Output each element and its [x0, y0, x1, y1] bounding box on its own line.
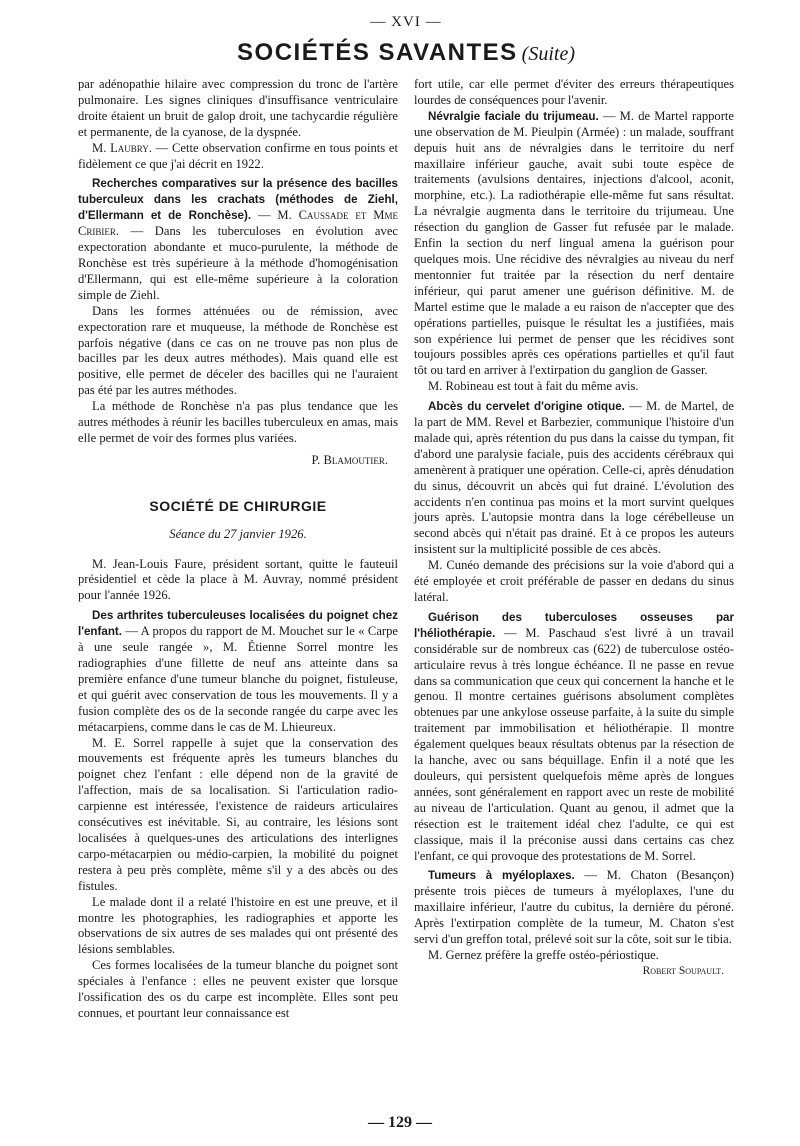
paragraph: M. Cunéo demande des précisions sur la voie d'abord qui a été employée et croit préférable de passer en dedans du sinus latéral. — [414, 558, 734, 604]
page-number: — 129 — — [368, 1114, 432, 1131]
paragraph: Dans les formes atténuées ou de rémission, avec expectoration rare et muqueuse, la méthode de Ronchèse est parfois négative (dans ce cas on ne trouve pas non plus de bacilles par les deux autres méthodes). Mais quand elle est positive, elle permet de déceler des bacilles qui ne l'auraient pas été par les autres méthodes. — [78, 303, 398, 398]
paragraph-text: — M. de Martel rapporte une observation de M. Pieulpin (Armée) : un malade, souffrant depuis huit ans de névralgies dans le territoire du nerf maxillaire inférieur gauche, avait subi toute espèce de traitements (avulsions dentaires, injections d'alcool, aconit, morphine, etc.). La radiothérapie elle-même fut sans résultat. La névralgie augmenta dans le territoire du trijumeau. Une résection du ganglion de Gasser fut refusée par le malade. Enfin la section du nerf lingual amena la guérison pour quelques mois. Une récidive des névralgies au niveau du nerf mentonnier fut traitée par la résection du nerf dentaire inférieur, qui parut amener une guérison définitive. M. de Martel estime que le malade a eu raison de n'accepter que des opérations partielles, puisque le résultat les a justifiées, mais son expérience lui permet de penser que les récidives sont toujours possibles après ces opérations partielles et qu'il faut tôt ou tard en arriver à l'extirpation du ganglion de Gasser. — [414, 108, 734, 378]
paragraph: fort utile, car elle permet d'éviter des erreurs thérapeutiques lourdes de conséquences pour l'avenir. — [414, 77, 734, 107]
paragraph-text: — M. de Martel, de la part de MM. Revel et Barbezier, communique l'histoire d'un malade qui, après rétention du pus dans la caisse du tympan, fit d'abord une paralysie faciale, puis des accidents cérébraux qui amenèrent à pratiquer une opération. Celle-ci, après dénudation du sinus, découvrit un abcès qui fut drainé. L'évolution des accidents n'en continua pas moins et la mort survint quelques jours après. L'autopsie montra dans la loge cérébelleuse un second abcès qui n'était pas drainé. Et à ce propos les auteurs insistent sur la multiplicité possible de ces abcès. — [414, 399, 734, 557]
article-paragraph — [414, 399, 734, 558]
paragraph: M. Robineau est tout à fait du même avis. — [428, 379, 639, 394]
article-paragraph — [78, 176, 398, 303]
header-title: SOCIÉTÉS SAVANTES — [237, 39, 518, 66]
article-title: Abcès du cervelet d'origine otique. — [428, 400, 625, 414]
paragraph: La méthode de Ronchèse n'a pas plus tendance que les autres méthodes à réunir les bacilles tuberculeux en amas, mais elle permet de voir des formes plus variées. — [78, 399, 398, 445]
article-title: Recherches comparatives sur la présence des bacilles tuberculeux dans les crachats (méthodes de Ziehl, d'Ellermann et de Ronchèse). — [78, 177, 398, 223]
section-date: Séance du 27 janvier 1926. — [169, 526, 307, 541]
paragraph: Le malade dont il a relaté l'histoire en est une preuve, et il montre les photographies, les radiographies et apporte les observations de six autres de ses malades qui ont présenté des lésions semblables. — [78, 894, 398, 957]
signature: Robert Soupault. — [642, 964, 724, 977]
running-header — [78, 39, 734, 67]
paragraph — [78, 141, 398, 173]
two-columns — [78, 77, 734, 1022]
left-column — [78, 77, 398, 1022]
paragraph: M. E. Sorrel rappelle à sujet que la conservation des mouvements est fréquente après les tumeurs blanches du poignet chez l'enfant : elle dépend non de la gravité de l'affection, mais de sa localisation. Si l'articulation radio-carpienne est intéressée, l'existence de raideurs articulaires consécutives est inévitable. Si, au contraire, les lésions sont localisées à quelques-unes des articulations des interlignes carpo-métacarpien ou médio-carpien, la mobilité du poignet restera à peu près complète, même s'il y a des abcès ou des fistules. — [78, 735, 398, 893]
paragraph: M. Jean-Louis Faure, président sortant, quitte le fauteuil présidentiel et cède la place à M. Auvray, nommé président pour l'année 1926. — [78, 556, 398, 603]
right-column — [414, 77, 734, 1022]
paragraph-text: — A propos du rapport de M. Mouchet sur le « Carpe à une seule rangée », M. Étienne Sorrel montre les radiographies d'une fillette de neuf ans atteinte dans sa première enfance d'une tumeur blanche du poignet, fistuleuse, et qui guérit avec conservation de tous les mouvements. Il y a fusion complète des os de la seconde rangée du carpe avec les métacarpiens, comme dans le cas de M. Lhieureux. — [78, 624, 398, 734]
article-paragraph — [414, 868, 734, 948]
article-title: Des arthrites tuberculeuses localisées du poignet chez l'enfant. — [78, 609, 398, 639]
header-subtitle: (Suite) — [521, 43, 575, 65]
article-paragraph — [78, 608, 398, 735]
paragraph: Ces formes localisées de la tumeur blanche du poignet sont spéciales à l'enfance : elles ne peuvent exister que lorsque l'ossification des os du carpe est incomplète. Elles sont peu connues, et pourtant leur connaissance est — [78, 958, 398, 1020]
section-title: SOCIÉTÉ DE CHIRURGIE — [149, 497, 327, 514]
article-title: Névralgie faciale du trijumeau. — [428, 109, 599, 123]
paragraph-text: — Cette observation confirme en tous points et fidèlement ce que j'ai décrit en 1922. — [78, 140, 398, 171]
paragraph: par adénopathie hilaire avec compression du tronc de l'artère pulmonaire. Les signes cliniques d'insuffisance ventriculaire droite étaient un bruit de galop droit, une tachycardie régulière et permanente, de la cyanose, de la dyspnée. — [78, 77, 398, 139]
paragraph-text: — M. Chaton (Besançon) présente trois pièces de tumeurs à myéloplaxes, l'une du maxillaire inférieur, l'autre du cubitus, la dernière du péroné. Après l'extirpation complète de la tumeur, M. Chaton s'est servi d'un greffon total, prélevé soit sur la côte, soit sur le tibia. — [414, 868, 734, 947]
author-name: M. Laubry. — [92, 140, 152, 155]
paragraph: M. Gernez préfère la greffe ostéo-périostique. — [428, 947, 659, 962]
article-paragraph — [414, 109, 734, 379]
article-authors: — M. Caussade et Mme Cribier. — [78, 208, 398, 239]
article-title: Tumeurs à myéloplaxes. — [428, 869, 575, 883]
roman-page-number: — XVI — — [370, 14, 442, 30]
article-paragraph — [414, 610, 734, 865]
signature: P. Blamoutier. — [311, 452, 388, 467]
paragraph-text: — Dans les tuberculoses en évolution avec expectoration abondante et muco-purulente, la méthode de Ronchèse est très supérieure à la méthode d'homogénisation d'Ellermann, qui est elle-même supérieure à la coloration simple de Ziehl. — [78, 224, 398, 302]
paragraph-text: — M. Paschaud s'est livré à un travail considérable sur de nombreux cas (622) de tuberculose ostéo-articulaire revus à très longue échéance. Il ne passe en revue dans sa communication que ceux qui concernent la hanche et le genou. Il montre certaines guérisons absolument complètes obtenues par une ankylose osseuse parfaite, à la suite du simple traitement par immobilisation et héliothérapie. Il montre également quelques beaux résultats obtenus par la résection de la hanche, avec ou sans béquillage. Enfin il a noté que les douleurs, qui persistent quelquefois même après de longues années, sont généralement en rapport avec un reste de mobilité au niveau de l'articulation. Quant au genou, il admet que la résection est le traitement idéal chez l'adulte, ce qui est classique, mais il la préconise aussi dans certains cas chez l'enfant, ce qui provoque des protestations de M. Sorrel. — [414, 625, 734, 863]
article-title: Guérison des tuberculoses osseuses par l'héliothérapie. — [414, 610, 734, 640]
